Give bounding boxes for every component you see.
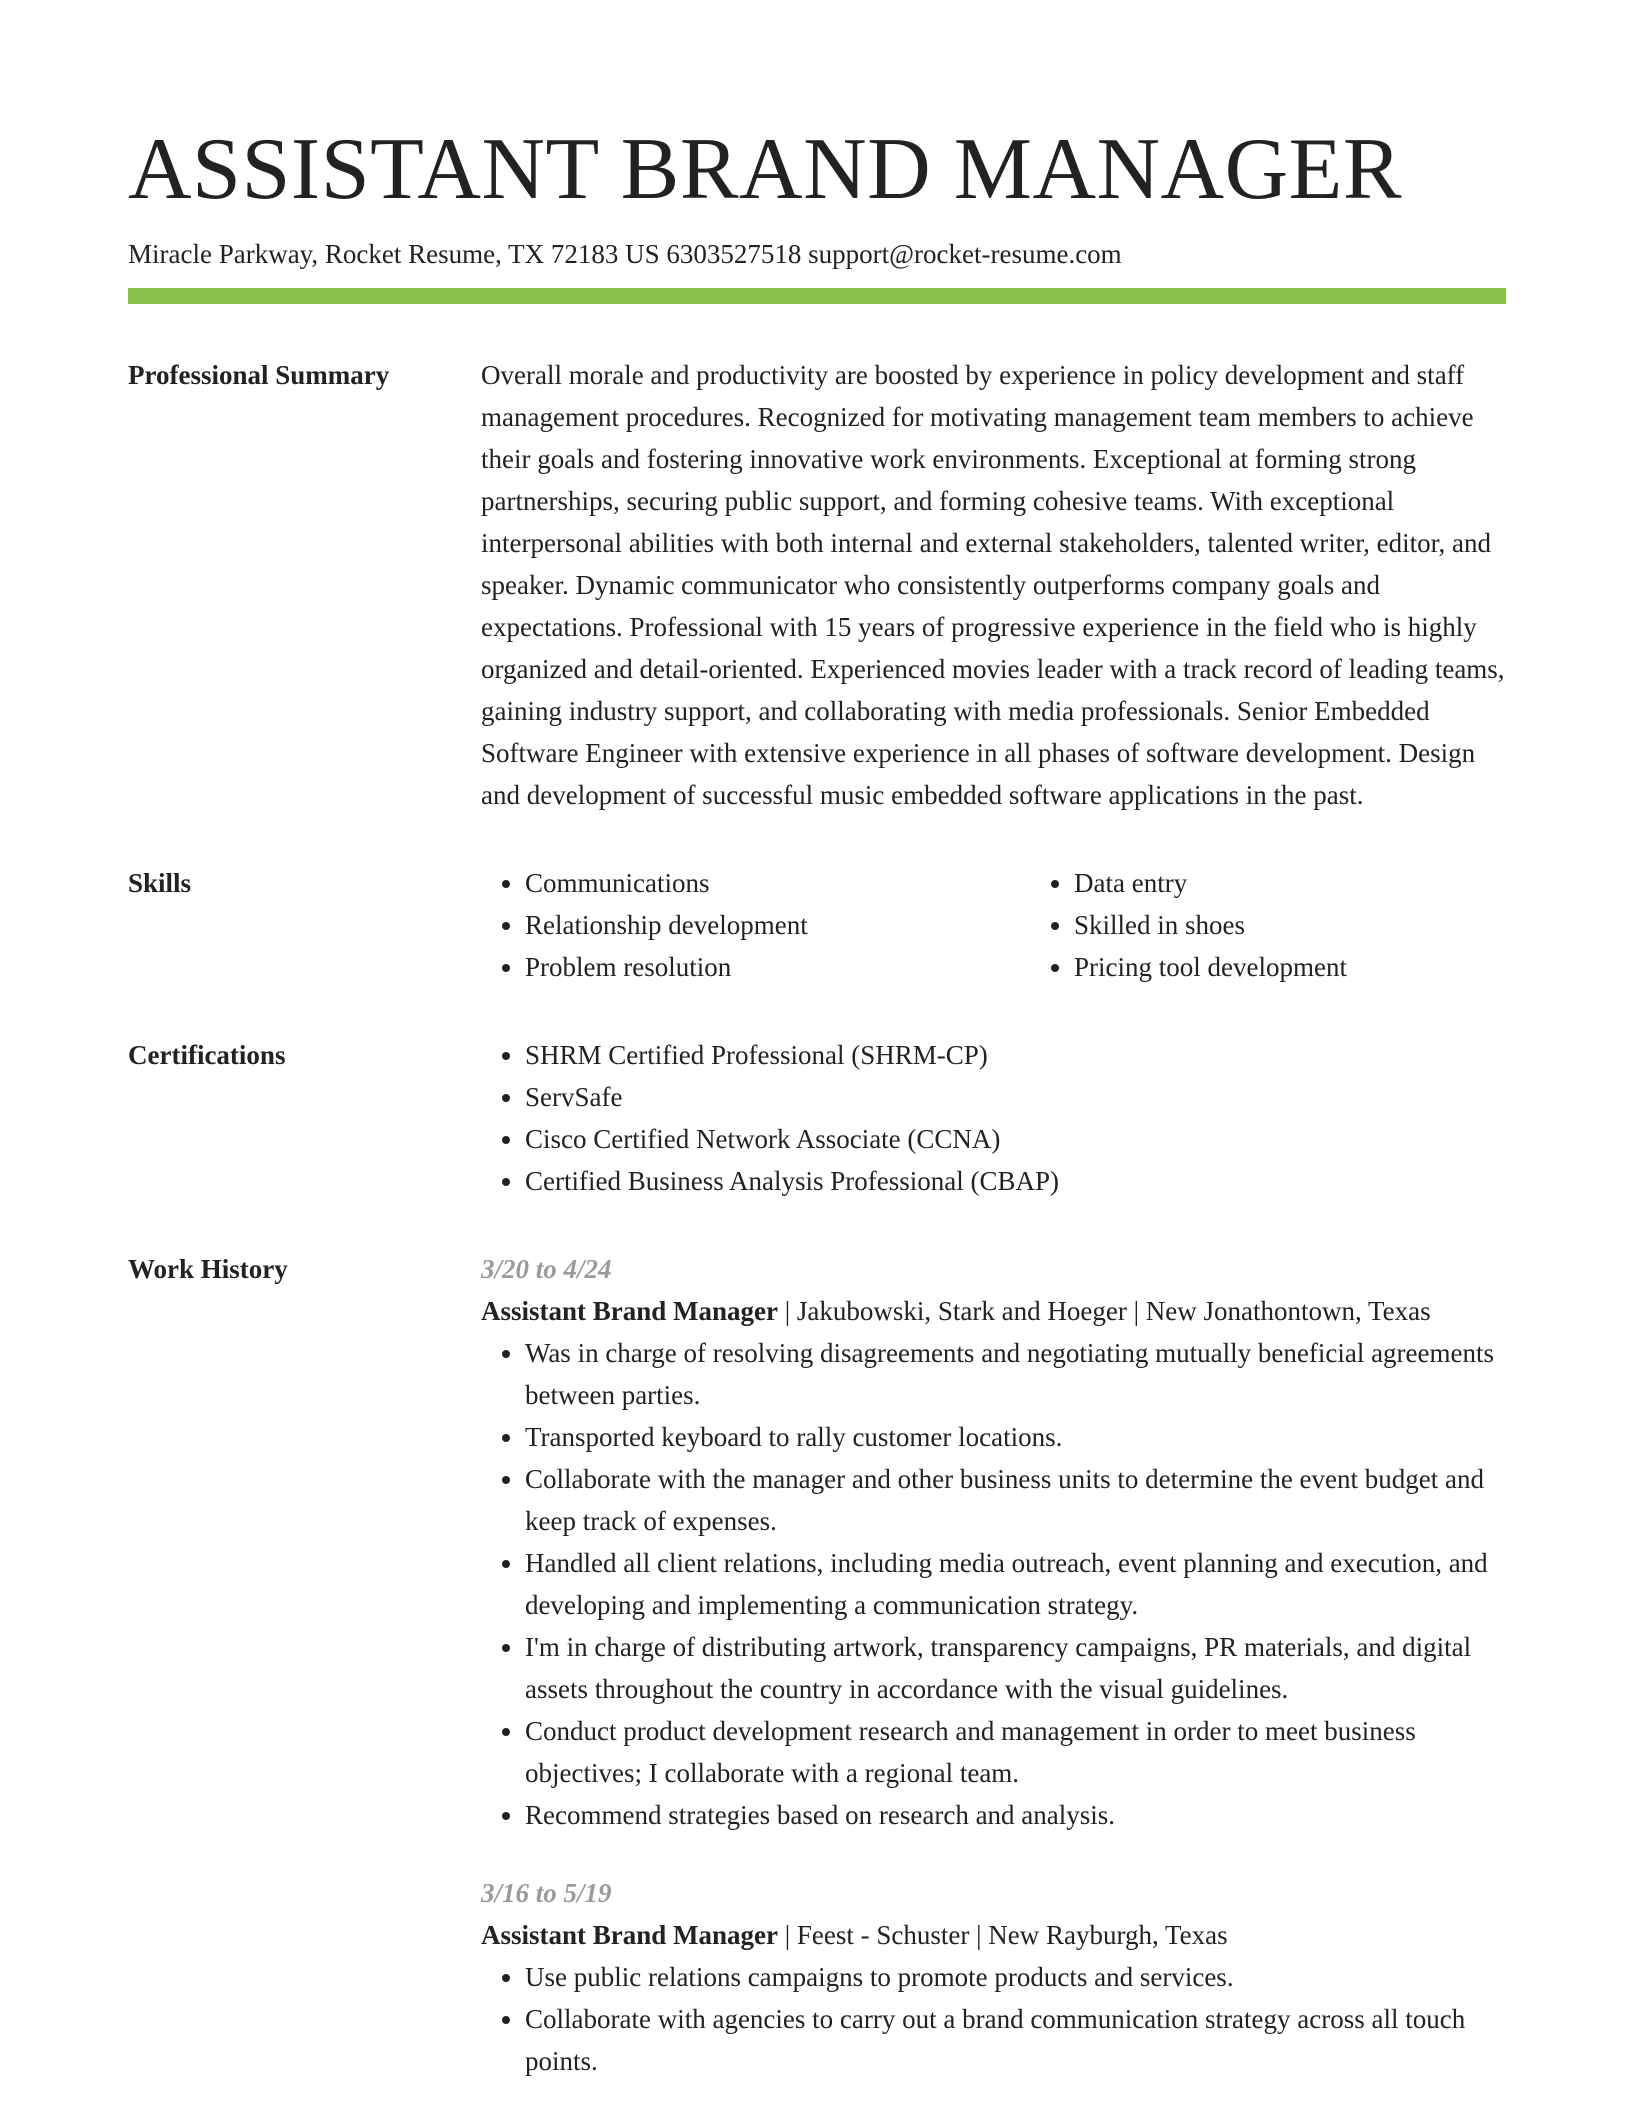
summary-body (481, 354, 1506, 816)
job-title: Assistant Brand Manager (481, 1920, 779, 1950)
job-entry (481, 1872, 1506, 2082)
summary-section (128, 354, 1506, 816)
skills-section (128, 862, 1506, 988)
resume-name: ASSISTANT BRAND MANAGER (128, 121, 1403, 218)
certification-item: • SHRM Certified Professional (SHRM-CP) (525, 1034, 1506, 1076)
job-bullet: • Collaborate with the manager and other business units to determine the event budget and keep track of expenses. (525, 1458, 1506, 1542)
skills-label: Skills (128, 868, 192, 898)
work-history-body (481, 1248, 1506, 2082)
work-history-label: Work History (128, 1254, 288, 1284)
certification-item: • Cisco Certified Network Associate (CCNA) (525, 1118, 1506, 1160)
job-bullets (481, 1956, 1506, 2082)
skill-item: • Skilled in shoes (1074, 904, 1579, 946)
work-history-section (128, 1248, 1506, 2082)
job-bullet: • Conduct product development research and management in order to meet business objectives; I collaborate with a regional team. (525, 1710, 1506, 1794)
skills-grid (481, 862, 1579, 988)
job-bullet: • Was in charge of resolving disagreements and negotiating mutually beneficial agreements between parties. (525, 1332, 1506, 1416)
job-dates: 3/20 to 4/24 (481, 1254, 612, 1284)
skill-item: • Relationship development (525, 904, 1030, 946)
certifications-body (481, 1034, 1506, 1202)
job-title-line (481, 1914, 1506, 1956)
skill-item: • Communications (525, 862, 1030, 904)
skill-item: • Data entry (1074, 862, 1579, 904)
job-bullet: • Recommend strategies based on research and analysis. (525, 1794, 1506, 1836)
certifications-list (481, 1034, 1506, 1202)
accent-rule (128, 288, 1506, 304)
job-bullets (481, 1332, 1506, 1836)
job-bullet: • Transported keyboard to rally customer locations. (525, 1416, 1506, 1458)
skill-item: • Problem resolution (525, 946, 1030, 988)
certifications-label: Certifications (128, 1040, 286, 1070)
certification-item: • ServSafe (525, 1076, 1506, 1118)
job-details: | Feest - Schuster | New Rayburgh, Texas (778, 1920, 1228, 1950)
job-bullet: • Use public relations campaigns to promote products and services. (525, 1956, 1506, 1998)
job-bullet: • Collaborate with agencies to carry out a brand communication strategy across all touch points. (525, 1998, 1506, 2082)
skills-column-1 (481, 862, 1030, 988)
certifications-section (128, 1034, 1506, 1202)
summary-text: Overall morale and productivity are boosted by experience in policy development and staff management procedures. Recognized for motivating management team members to achieve their goals and fostering innovative work environments. Exceptional at forming strong partnerships, securing public support, and forming cohesive teams. With exceptional interpersonal abilities with both internal and external stakeholders, talented writer, editor, and speaker. Dynamic communicator who consistently outperforms company goals and expectations. Professional with 15 years of progressive experience in the field who is highly organized and detail-oriented. Experienced movies leader with a track record of leading teams, gaining industry support, and collaborating with media professionals. Senior Embedded Software Engineer with extensive experience in all phases of software development. Design and development of successful music embedded software applications in the past. (481, 360, 1505, 810)
skill-item: • Pricing tool development (1074, 946, 1579, 988)
job-details: | Jakubowski, Stark and Hoeger | New Jonathontown, Texas (778, 1296, 1431, 1326)
certification-item: • Certified Business Analysis Professional (CBAP) (525, 1160, 1506, 1202)
job-bullet: • Handled all client relations, including media outreach, event planning and execution, and developing and implementing a communication strategy. (525, 1542, 1506, 1626)
job-entry (481, 1248, 1506, 1836)
summary-label: Professional Summary (128, 360, 390, 390)
job-title-line (481, 1290, 1506, 1332)
skills-column-2 (1030, 862, 1579, 988)
resume-page (128, 118, 1506, 2082)
job-bullet: • I'm in charge of distributing artwork, transparency campaigns, PR materials, and digital assets throughout the country in accordance with the visual guidelines. (525, 1626, 1506, 1710)
job-dates: 3/16 to 5/19 (481, 1878, 612, 1908)
skills-body (481, 862, 1579, 988)
job-title: Assistant Brand Manager (481, 1296, 779, 1326)
contact-line: Miracle Parkway, Rocket Resume, TX 72183 US 6303527518 support@rocket-resume.com (128, 239, 1122, 269)
